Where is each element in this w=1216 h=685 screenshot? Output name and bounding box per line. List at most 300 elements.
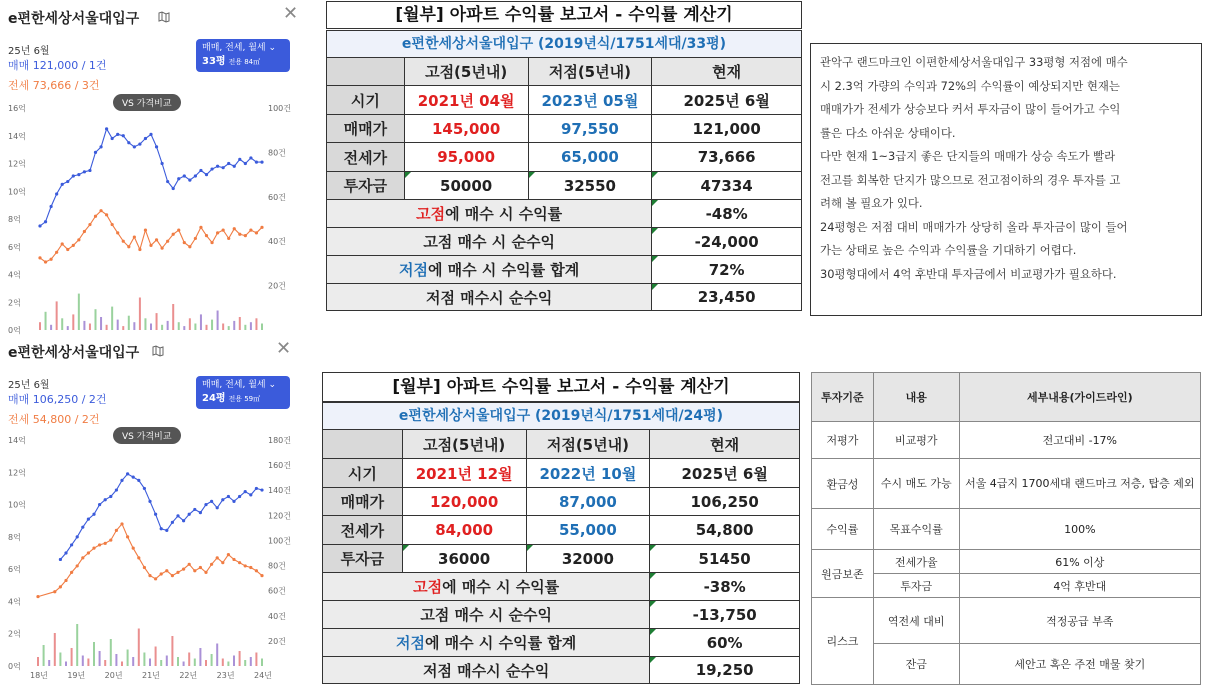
data-point	[205, 173, 208, 176]
panel-date: 25년 6월	[8, 380, 50, 391]
panel-title: e편한세상서울대입구	[8, 11, 140, 27]
y-left-tick: 2억	[8, 629, 21, 639]
volume-bar	[54, 633, 56, 666]
data-point	[161, 162, 164, 165]
report-subtitle: e편한세상서울대입구 (2019년식/1751세대/33평)	[326, 30, 802, 58]
y-left-tick: 4억	[8, 597, 21, 607]
col-now: 현재	[650, 430, 800, 459]
guide-cat-liquidity: 환금성	[812, 459, 874, 509]
data-point	[155, 145, 158, 148]
note-line: 관악구 랜드마크인 이편한세상서울대입구 33평형 저점에 매수	[820, 55, 1128, 69]
guide-cat-return: 수익률	[812, 509, 874, 550]
row-rent: 전세가	[327, 143, 405, 172]
volume-bar	[82, 656, 84, 667]
volume-bar	[39, 322, 41, 330]
volume-bar	[194, 659, 196, 667]
data-point	[87, 518, 90, 521]
note-line: 전고를 회복한 단지가 많으므로 전고점이하의 경우 투자를 고	[820, 172, 1121, 187]
data-point	[94, 215, 97, 218]
data-point	[66, 180, 69, 183]
sale-price-text: 매매 106,250 / 2건	[8, 393, 107, 406]
guide-detail: 적정공급 부족	[959, 598, 1200, 644]
volume-bar	[239, 317, 241, 330]
volume-bar	[233, 321, 235, 330]
data-point	[116, 133, 119, 136]
rent-high: 84,000	[402, 516, 526, 545]
sale-price-text: 매매 121,000 / 1건	[8, 59, 107, 72]
note-line: 시 2.3억 가량의 수익과 72%의 수익률이 예상되지만 현재는	[820, 78, 1120, 93]
data-point	[160, 527, 163, 530]
data-point	[122, 134, 125, 137]
data-point	[127, 245, 130, 248]
high-profit-value: -13,750	[650, 601, 800, 629]
guide-detail: 100%	[959, 509, 1200, 550]
data-point	[238, 561, 241, 564]
volume-bar	[250, 657, 252, 666]
volume-bar	[50, 325, 52, 330]
col-low: 저점(5년내)	[526, 430, 650, 459]
y-right-tick: 20건	[268, 281, 286, 291]
y-right-tick: 40건	[268, 611, 286, 621]
high-profit-label: 고점 매수 시 순수익	[323, 601, 650, 629]
data-point	[227, 553, 230, 556]
data-point	[133, 235, 136, 238]
y-left-tick: 10억	[8, 500, 26, 510]
y-left-tick: 6억	[8, 565, 21, 575]
high-return-rest: 에 매수 시 수익률	[442, 578, 560, 596]
data-point	[120, 522, 123, 525]
note-lines	[820, 51, 1196, 286]
volume-bar	[122, 326, 124, 330]
x-tick: 20년	[104, 671, 123, 680]
period-high: 2021년 04월	[404, 86, 528, 115]
data-point	[122, 240, 125, 243]
data-point	[105, 213, 108, 216]
period-high: 2021년 12월	[402, 459, 526, 488]
data-point	[149, 244, 152, 247]
data-point	[210, 500, 213, 503]
low-profit-label: 저점 매수시 순수익	[327, 284, 652, 311]
guide-item: 잔금	[873, 644, 959, 685]
volume-bar	[183, 326, 185, 330]
y-right-tick: 180건	[268, 436, 291, 445]
data-point	[182, 568, 185, 571]
y-left-tick: 4억	[8, 270, 21, 280]
row-rent: 전세가	[323, 516, 403, 545]
data-point	[148, 500, 151, 503]
volume-bar	[178, 322, 180, 330]
close-icon[interactable]: ✕	[283, 3, 299, 24]
data-point	[116, 231, 119, 234]
data-point	[227, 162, 230, 165]
data-point	[72, 174, 75, 177]
volume-bar	[244, 660, 246, 666]
x-tick: 22년	[179, 671, 198, 680]
volume-bar	[194, 324, 196, 331]
data-point	[36, 595, 39, 598]
data-point	[115, 488, 118, 491]
row-invest: 투자금	[327, 172, 405, 200]
y-right-tick: 100건	[268, 104, 291, 113]
data-point	[199, 226, 202, 229]
data-point	[149, 133, 152, 136]
data-point	[171, 521, 174, 524]
series-line	[40, 211, 262, 262]
low-profit-value: 19,250	[650, 657, 800, 684]
data-point	[120, 479, 123, 482]
data-point	[255, 231, 258, 234]
data-point	[205, 234, 208, 237]
data-point	[76, 535, 79, 538]
data-point	[260, 488, 263, 491]
data-point	[137, 556, 140, 559]
data-point	[193, 508, 196, 511]
vs-compare-button[interactable]: VS 가격비교	[113, 94, 181, 111]
trade-type-label: 매매, 전세, 월세 ⌄	[202, 43, 277, 53]
volume-bar	[99, 651, 101, 666]
volume-bar	[167, 321, 169, 330]
volume-bar	[111, 307, 113, 330]
invest-now: 51450	[650, 545, 800, 573]
volume-bar	[255, 653, 257, 667]
data-point	[188, 179, 191, 182]
data-point	[216, 165, 219, 168]
data-point	[87, 551, 90, 554]
volume-bar	[67, 326, 69, 330]
report-title: [월부] 아파트 수익률 보고서 - 수익률 계산기	[326, 1, 802, 29]
data-point	[154, 513, 157, 516]
data-point	[188, 563, 191, 566]
volume-bar	[200, 314, 202, 330]
close-icon[interactable]: ✕	[276, 338, 292, 359]
data-point	[233, 227, 236, 230]
data-point	[210, 167, 213, 170]
data-point	[166, 180, 169, 183]
volume-bar	[156, 313, 158, 330]
data-point	[188, 245, 191, 248]
guide-detail: 4억 후반대	[959, 574, 1200, 598]
data-point	[98, 543, 101, 546]
volume-bar	[250, 322, 252, 330]
data-point	[92, 547, 95, 550]
col-high: 고점(5년내)	[402, 430, 526, 459]
rent-low: 55,000	[526, 516, 650, 545]
y-left-tick: 8억	[8, 215, 21, 224]
data-point	[249, 156, 252, 159]
high-return-value: -48%	[652, 200, 802, 228]
data-point	[183, 174, 186, 177]
data-point	[38, 256, 41, 259]
volume-bar	[61, 318, 63, 330]
data-point	[233, 165, 236, 168]
y-right-tick: 120건	[268, 511, 291, 521]
guide-item: 역전세 대비	[873, 598, 959, 644]
data-point	[249, 229, 252, 232]
volume-bar	[211, 654, 213, 666]
rent-now: 73,666	[652, 143, 802, 172]
data-point	[204, 571, 207, 574]
data-point	[64, 551, 67, 554]
data-point	[133, 145, 136, 148]
report-title: [월부] 아파트 수익률 보고서 - 수익률 계산기	[322, 372, 800, 402]
volume-bar	[244, 325, 246, 330]
data-point	[222, 229, 225, 232]
data-point	[260, 574, 263, 577]
corner-cell	[327, 58, 405, 86]
data-point	[216, 231, 219, 234]
y-left-tick: 8억	[8, 532, 21, 542]
y-left-tick: 0억	[8, 662, 21, 671]
data-point	[109, 495, 112, 498]
data-point	[161, 247, 164, 250]
x-tick: 23년	[216, 671, 235, 680]
area-label: 전용 84㎡	[228, 58, 261, 66]
guide-item: 비교평가	[873, 422, 959, 459]
data-point	[66, 248, 69, 251]
invest-high: 36000	[402, 545, 526, 573]
report-table-24	[322, 429, 800, 684]
data-point	[155, 238, 158, 241]
note-line: 률은 다소 아쉬운 상태이다.	[820, 125, 956, 140]
high-return-value: -38%	[650, 573, 800, 601]
data-point	[138, 142, 141, 145]
volume-bar	[227, 662, 229, 667]
row-sale: 매매가	[323, 488, 403, 516]
data-point	[64, 579, 67, 582]
low-return-value: 60%	[650, 629, 800, 657]
data-point	[144, 229, 147, 232]
guide-cat-risk: 리스크	[812, 598, 874, 685]
volume-bar	[217, 311, 219, 331]
volume-bar	[222, 659, 224, 667]
volume-bar	[87, 659, 89, 667]
data-point	[204, 503, 207, 506]
volume-bar	[172, 304, 174, 330]
volume-bar	[144, 318, 146, 330]
data-point	[38, 224, 41, 227]
y-right-tick: 60건	[268, 586, 286, 596]
panel-date: 25년 6월	[8, 46, 50, 57]
volume-bar	[239, 651, 241, 666]
invest-low: 32550	[528, 172, 652, 200]
high-keyword: 고점	[413, 578, 443, 596]
row-period: 시기	[327, 86, 405, 115]
data-point	[50, 205, 53, 208]
volume-bar	[106, 325, 108, 330]
data-point	[177, 177, 180, 180]
data-point	[126, 535, 129, 538]
y-right-tick: 80건	[268, 561, 286, 571]
vs-compare-button[interactable]: VS 가격비교	[113, 427, 181, 444]
invest-now: 47334	[652, 172, 802, 200]
rent-low: 65,000	[528, 143, 652, 172]
volume-bar	[149, 659, 151, 667]
data-point	[143, 566, 146, 569]
data-point	[232, 500, 235, 503]
y-right-tick: 160건	[268, 461, 291, 471]
volume-bar	[71, 648, 73, 666]
investment-guide-table	[811, 372, 1201, 685]
volume-bar	[161, 325, 163, 330]
volume-bar	[78, 294, 80, 330]
note-line: 다만 현재 1~3급지 좋은 단지들의 매매가 상승 속도가 빨라	[820, 149, 1116, 163]
volume-bar	[65, 662, 67, 667]
col-now: 현재	[652, 58, 802, 86]
data-point	[127, 141, 130, 144]
volume-bar	[155, 647, 157, 667]
low-return-rest: 에 매수 시 수익률 합계	[427, 261, 580, 279]
data-point	[227, 495, 230, 498]
guide-item: 전세가율	[873, 550, 959, 574]
period-now: 2025년 6월	[650, 459, 800, 488]
data-point	[165, 529, 168, 532]
trade-type-label: 매매, 전세, 월세 ⌄	[202, 380, 277, 390]
data-point	[249, 566, 252, 569]
volume-bar	[110, 639, 112, 666]
data-point	[111, 137, 114, 140]
data-point	[115, 529, 118, 532]
data-point	[92, 513, 95, 516]
data-point	[81, 556, 84, 559]
y-right-tick: 140건	[268, 486, 291, 496]
data-point	[182, 519, 185, 522]
data-point	[166, 240, 169, 243]
low-return-label	[327, 256, 652, 284]
y-left-tick: 10억	[8, 187, 26, 197]
volume-bar	[59, 653, 61, 667]
x-tick: 21년	[142, 671, 160, 680]
y-left-tick: 12억	[8, 468, 26, 478]
y-left-tick: 16억	[8, 104, 26, 113]
data-point	[260, 161, 263, 164]
guide-detail: 61% 이상	[959, 550, 1200, 574]
data-point	[193, 569, 196, 572]
corner-cell	[323, 430, 403, 459]
y-left-tick: 2억	[8, 298, 21, 308]
volume-bar	[166, 656, 168, 667]
panel-title: e편한세상서울대입구	[8, 345, 140, 361]
data-point	[232, 558, 235, 561]
volume-bar	[160, 660, 162, 666]
volume-bar	[138, 629, 140, 667]
sale-now: 121,000	[652, 115, 802, 143]
note-line: 매매가가 전세가 상승보다 커서 투자금이 많이 들어가고 수익	[820, 102, 1121, 116]
analysis-note	[810, 43, 1202, 316]
volume-bar	[76, 624, 78, 666]
y-right-tick: 80건	[268, 148, 286, 158]
data-point	[244, 234, 247, 237]
data-point	[104, 542, 107, 545]
data-point	[83, 230, 86, 233]
sale-now: 106,250	[650, 488, 800, 516]
data-point	[138, 248, 141, 251]
data-point	[99, 209, 102, 212]
y-left-tick: 6억	[8, 242, 21, 252]
data-point	[244, 564, 247, 567]
data-point	[255, 569, 258, 572]
y-left-tick: 12억	[8, 159, 26, 169]
series-line	[60, 474, 262, 560]
data-point	[44, 260, 47, 263]
data-point	[83, 170, 86, 173]
data-point	[160, 572, 163, 575]
data-point	[176, 571, 179, 574]
data-point	[216, 556, 219, 559]
volume-bar	[233, 656, 235, 667]
data-point	[44, 220, 47, 223]
data-point	[143, 487, 146, 490]
x-tick: 18년	[30, 671, 48, 680]
data-point	[188, 513, 191, 516]
data-point	[172, 233, 175, 236]
volume-bar	[100, 317, 102, 330]
note-line: 려해 볼 필요가 있다.	[820, 196, 923, 210]
x-tick: 19년	[67, 671, 86, 680]
data-point	[210, 241, 213, 244]
guide-header-detail: 세부내용(가이드라인)	[959, 373, 1200, 422]
low-keyword: 저점	[398, 261, 428, 279]
volume-bar	[128, 316, 130, 330]
guide-cat-principal: 원금보존	[812, 550, 874, 598]
data-point	[105, 127, 108, 130]
x-tick: 24년	[254, 671, 272, 680]
volume-bar	[199, 648, 201, 666]
data-point	[238, 495, 241, 498]
data-point	[171, 574, 174, 577]
data-point	[61, 183, 64, 186]
volume-bar	[127, 650, 129, 667]
guide-header-content: 내용	[873, 373, 959, 422]
volume-bar	[104, 660, 106, 666]
volume-bar	[48, 660, 50, 666]
data-point	[61, 242, 64, 245]
low-keyword: 저점	[395, 634, 425, 652]
volume-bar	[72, 314, 74, 330]
volume-bar	[83, 321, 85, 330]
volume-bar	[177, 657, 179, 666]
volume-bar	[143, 653, 145, 667]
row-invest: 투자금	[323, 545, 403, 573]
data-point	[183, 241, 186, 244]
low-return-value: 72%	[652, 256, 802, 284]
note-line: 가는 상태로 높은 수익과 수익률을 기대하기 어렵다.	[820, 243, 1077, 257]
volume-bar	[261, 659, 263, 667]
pyeong-label: 33평	[202, 56, 226, 67]
volume-bar	[45, 312, 47, 330]
series-line	[38, 524, 262, 597]
volume-bar	[121, 662, 123, 667]
data-point	[99, 145, 102, 148]
col-high: 고점(5년내)	[404, 58, 528, 86]
report-subtitle: e편한세상서울대입구 (2019년식/1751세대/24평)	[322, 402, 800, 430]
data-point	[221, 498, 224, 501]
data-point	[148, 574, 151, 577]
volume-bar	[222, 324, 224, 331]
period-low: 2022년 10월	[526, 459, 650, 488]
data-point	[194, 174, 197, 177]
data-point	[81, 526, 84, 529]
data-point	[94, 151, 97, 154]
y-right-tick: 40건	[268, 237, 286, 247]
guide-item: 수시 매도 가능	[873, 459, 959, 509]
data-point	[111, 223, 114, 226]
guide-item: 목표수익률	[873, 509, 959, 550]
volume-bar	[132, 657, 134, 666]
data-point	[72, 244, 75, 247]
sale-low: 97,550	[528, 115, 652, 143]
data-point	[238, 158, 241, 161]
volume-bar	[89, 324, 91, 331]
